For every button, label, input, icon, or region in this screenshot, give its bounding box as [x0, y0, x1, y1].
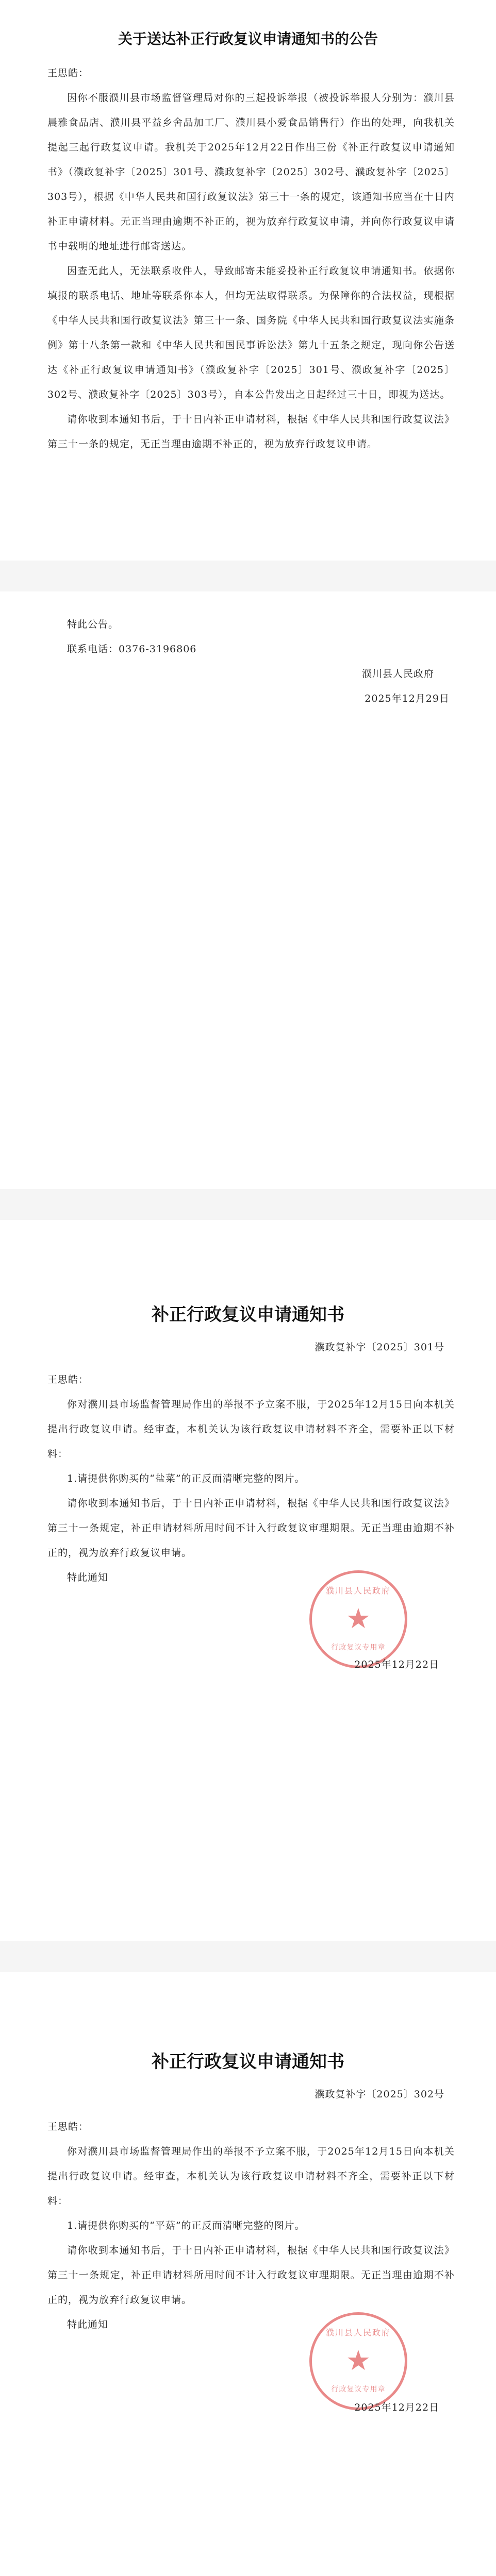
notice-addressee: 王思皓： — [47, 2121, 89, 2132]
official-seal — [309, 2312, 407, 2410]
notice-doc-number: 濮政复补字〔2025〕302号 — [315, 2089, 444, 2100]
seal-star-icon: ★ — [345, 2344, 371, 2377]
notice-title: 补正行政复议申请通知书 — [152, 1304, 344, 1325]
notice-intro: 你对濮川县市场监督管理局作出的举报不予立案不服，于2025年12月15日向本机关提出行政复议申请。经审查，本机关认为该行政复议申请材料不齐全，需要补正以下材料： — [47, 1399, 455, 1460]
seal-star-icon: ★ — [345, 1602, 371, 1635]
seal-subtext: 行政复议专用章 — [331, 1643, 386, 1652]
notice-closing: 特此通知 — [67, 2319, 109, 2330]
notice-date: 2025年12月22日 — [354, 1659, 439, 1670]
announcement-addressee: 王思皓： — [47, 67, 89, 79]
announcement-date: 2025年12月29日 — [365, 693, 450, 704]
seal-text: 濮川县人民政府 — [325, 1586, 391, 1596]
announcement-page-2 — [0, 591, 496, 1189]
seal-subtext: 行政复议专用章 — [331, 2385, 386, 2394]
notice-title: 补正行政复议申请通知书 — [152, 2052, 344, 2072]
announcement-paragraph-3: 请你收到本通知书后，于十日内补正申请材料，根据《中华人民共和国行政复议法》第三十一条的规定，无正当理由逾期不补正的，视为放弃行政复议申请。 — [47, 414, 455, 450]
announcement-page-1 — [0, 0, 496, 561]
announcement-issuer: 濮川县人民政府 — [361, 668, 434, 680]
seal-text: 濮川县人民政府 — [325, 2328, 391, 2337]
notice-item-1: 1.请提供你购买的“平菇”的正反面清晰完整的图片。 — [67, 2220, 305, 2231]
notice-item-2: 请你收到本通知书后，于十日内补正申请材料，根据《中华人民共和国行政复议法》第三十一条规定，补正申请材料所用时间不计入行政复议审理期限。无正当理由逾期不补正的，视为放弃行政复议申请。 — [47, 2245, 455, 2306]
notice-date: 2025年12月22日 — [354, 2402, 439, 2413]
page-gap — [0, 561, 496, 591]
notice-intro: 你对濮川县市场监督管理局作出的举报不予立案不服，于2025年12月15日向本机关提出行政复议申请。经审查，本机关认为该行政复议申请材料不齐全，需要补正以下材料： — [47, 2146, 455, 2207]
announcement-paragraph-2: 因查无此人，无法联系收件人，导致邮寄未能妥投补正行政复议申请通知书。依据你填报的联系电话、地址等联系你本人，但均无法取得联系。为保障你的合法权益，现根据《中华人民共和国行政复议法》第三十一条、国务院《中华人民共和国行政复议法实施条例》第十八条第一款和《中华人民共和国民事诉讼法》第九十五条之规定，现向你公告送达《补正行政复议申请通知书》（濮政复补字〔2025〕301号、濮政复补字〔2025〕302号、濮政复补字〔2025〕303号），自本公告发出之日起经过三十日，即视为送达。 — [47, 265, 455, 400]
announcement-title: 关于送达补正行政复议申请通知书的公告 — [118, 30, 378, 47]
page-gap — [0, 1941, 496, 1972]
announcement-paragraph-1: 因你不服濮川县市场监督管理局对你的三起投诉举报（被投诉举报人分别为：濮川县晨雅食品店、濮川县平益乡舍品加工厂、濮川县小爱食品销售行）作出的处理，向我机关提起三起行政复议申请。我机关于2025年12月22日作出三份《补正行政复议申请通知书》（濮政复补字〔2025〕301号、濮政复补字〔2025〕302号、濮政复补字〔2025〕303号），根据《中华人民共和国行政复议法》第三十一条的规定，该通知书应当在十日内补正申请材料。无正当理由逾期不补正的，视为放弃行政复议申请，并向你行政复议申请书中载明的地址进行邮寄送达。 — [47, 92, 455, 252]
announcement-closing: 特此公告。 — [67, 619, 119, 630]
notice-item-2: 请你收到本通知书后，于十日内补正申请材料，根据《中华人民共和国行政复议法》第三十一条规定，补正申请材料所用时间不计入行政复议审理期限。无正当理由逾期不补正的，视为放弃行政复议申请。 — [47, 1498, 455, 1558]
notice-addressee: 王思皓： — [47, 1374, 89, 1385]
notice-page-302 — [0, 1972, 496, 2576]
notice-item-1: 1.请提供你购买的“盐菜”的正反面清晰完整的图片。 — [67, 1473, 305, 1484]
notice-closing: 特此通知 — [67, 1572, 109, 1583]
official-seal — [309, 1570, 407, 1668]
announcement-contact: 联系电话：0376-3196806 — [67, 643, 197, 655]
page-gap — [0, 1189, 496, 1220]
notice-page-301 — [0, 1220, 496, 1941]
notice-doc-number: 濮政复补字〔2025〕301号 — [315, 1342, 444, 1353]
